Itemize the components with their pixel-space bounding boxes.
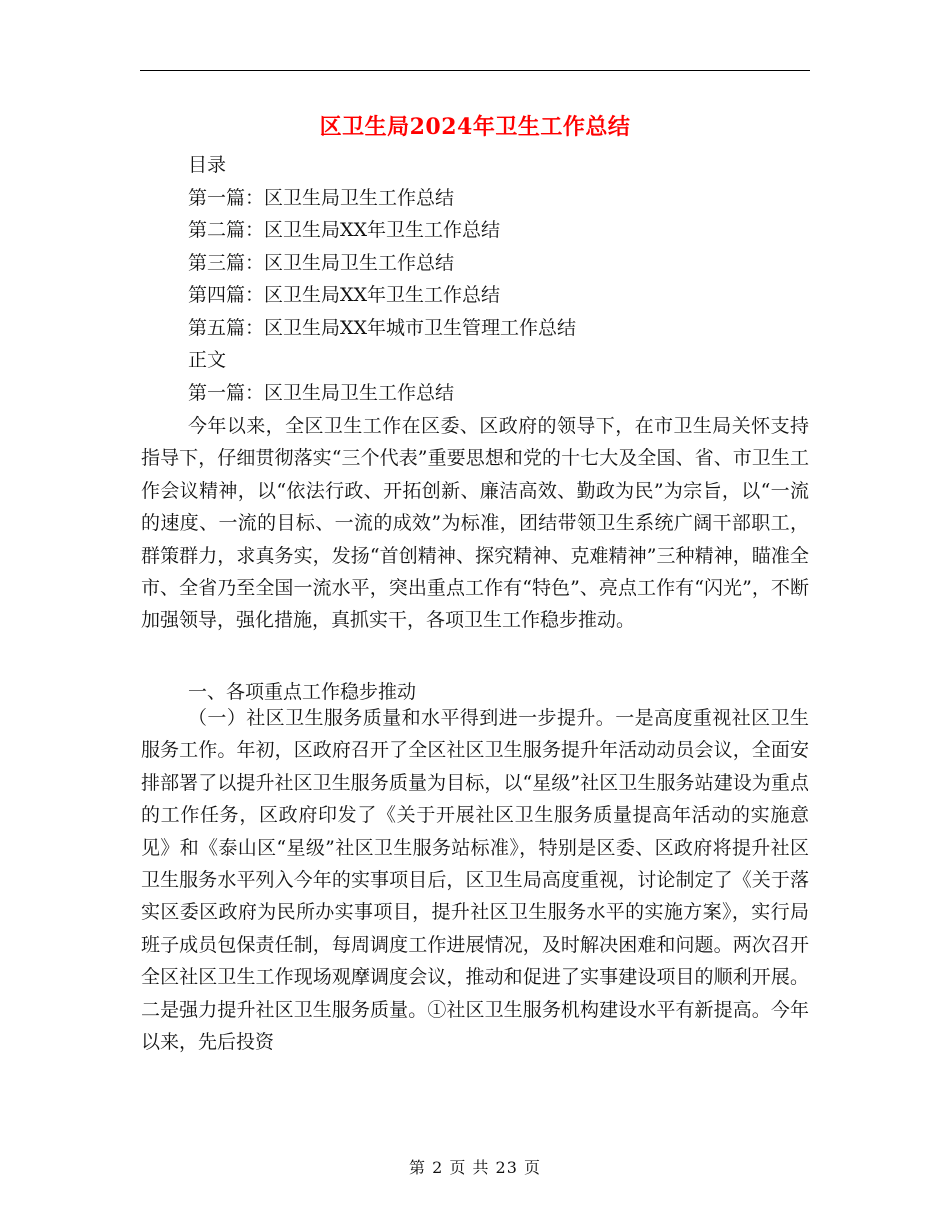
- toc-item-1: 第一篇：区卫生局卫生工作总结: [188, 187, 455, 209]
- document-title: 区卫生局2024年卫生工作总结: [319, 114, 631, 140]
- paragraph-1: 今年以来，全区卫生工作在区委、区政府的领导下，在市卫生局关怀支持指导下，仔细贯彻落实“三个代表”重要思想和党的十七大及全国、省、市卫生工作会议精神，以“依法行政、开拓创新、廉洁高效、勤政为民”为宗旨，以“一流的速度、一流的目标、一流的成效”为标准，团结带领卫生系统广阔干部职工，群策群力，求真务实，发扬“首创精神、探究精神、克难精神”三种精神，瞄准全市、全省乃至全国一流水平，突出重点工作有“特色”、亮点工作有“闪光”，不断加强领导，强化措施，真抓实干，各项卫生工作稳步推动。: [141, 415, 809, 632]
- body-heading: 正文: [188, 349, 227, 371]
- toc-item-4: 第四篇：区卫生局XX年卫生工作总结: [188, 284, 501, 306]
- paragraph-community: [141, 702, 809, 1058]
- toc-heading: 目录: [188, 154, 227, 176]
- toc-item-5: 第五篇：区卫生局XX年城市卫生管理工作总结: [188, 317, 577, 339]
- toc-item-3: 第三篇：区卫生局卫生工作总结: [188, 252, 455, 274]
- paragraph-intro: [141, 410, 809, 637]
- page-footer: 第 2 页 共 23 页: [409, 1158, 541, 1177]
- header-rule: [140, 70, 810, 71]
- section-heading-1: 一、各项重点工作稳步推动: [188, 681, 417, 703]
- toc-item-2: 第二篇：区卫生局XX年卫生工作总结: [188, 219, 501, 241]
- paragraph-2: （一）社区卫生服务质量和水平得到进一步提升。一是高度重视社区卫生服务工作。年初，区政府召开了全区社区卫生服务提升年活动动员会议，全面安排部署了以提升社区卫生服务质量为目标，以“星级”社区卫生服务站建设为重点的工作任务，区政府印发了《关于开展社区卫生服务质量提高年活动的实施意见》和《泰山区“星级”社区卫生服务站标准》，特别是区委、区政府将提升社区卫生服务水平列入今年的实事项目后，区卫生局高度重视，讨论制定了《关于落实区委区政府为民所办实事项目，提升社区卫生服务水平的实施方案》，实行局班子成员包保责任制，每周调度工作进展情况，及时解决困难和问题。两次召开全区社区卫生工作现场观摩调度会议，推动和促进了实事建设项目的顺利开展。二是强力提升社区卫生服务质量。①社区卫生服务机构建设水平有新提高。今年以来，先后投资: [141, 707, 809, 1054]
- article-title: 第一篇：区卫生局卫生工作总结: [188, 382, 455, 404]
